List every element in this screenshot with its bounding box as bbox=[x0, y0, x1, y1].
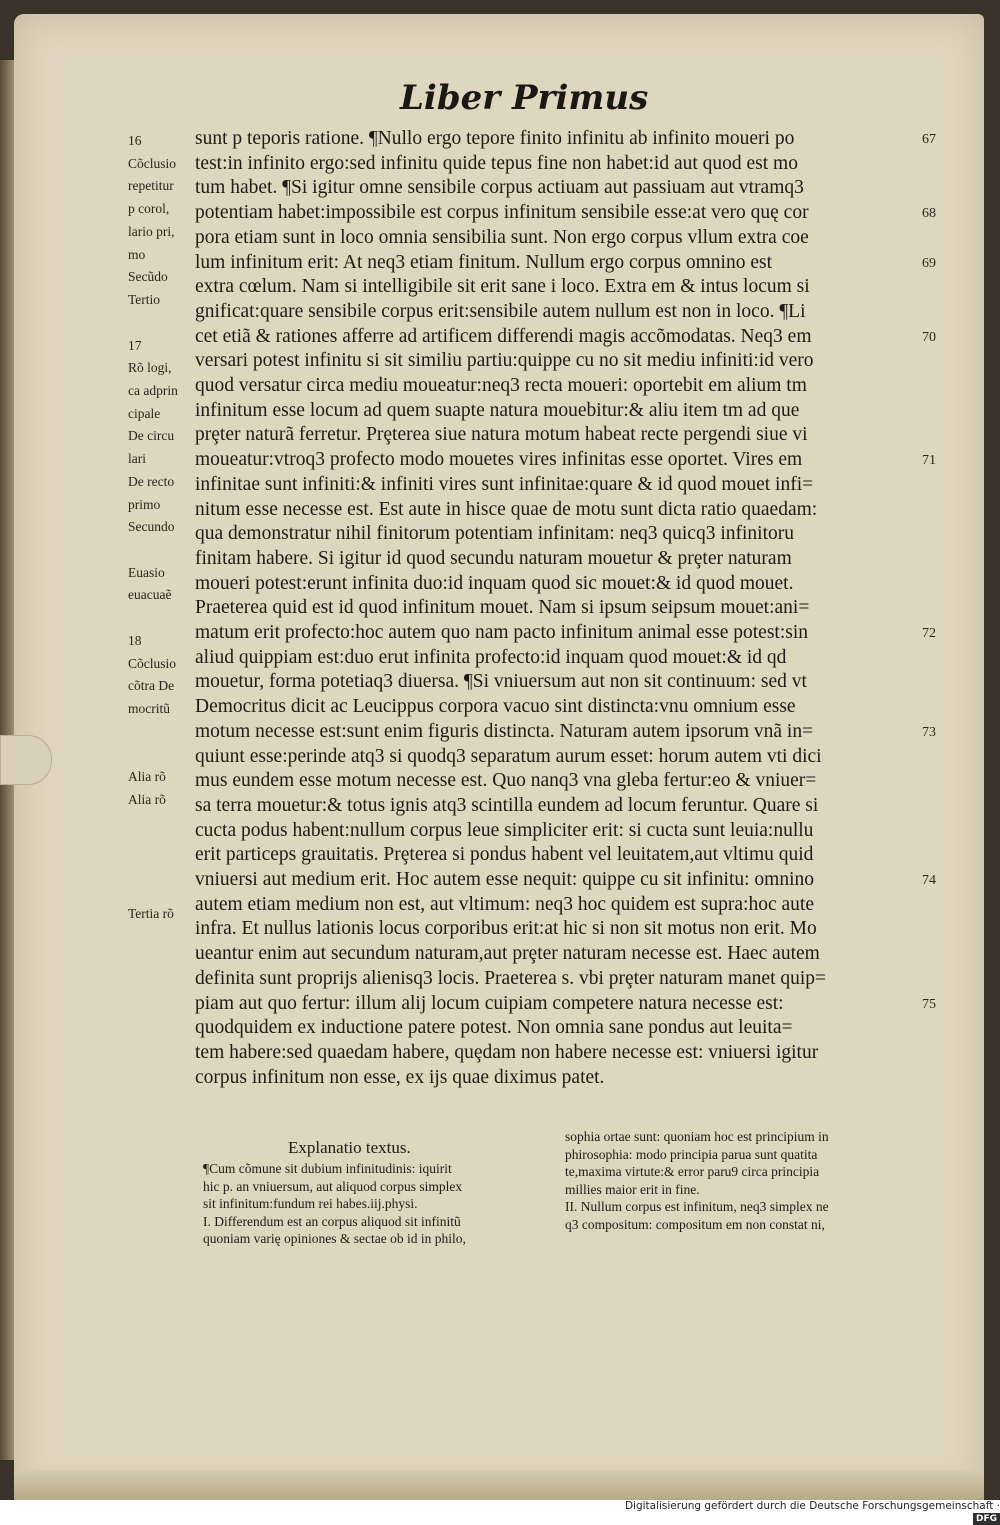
commentary-line: hic p. an vniuersum, aut aliquod corpus simplex bbox=[203, 1178, 463, 1194]
margin-note: cipale bbox=[128, 405, 161, 421]
section-number: 75 bbox=[922, 996, 936, 1012]
text-line: Praeterea quid est id quod infinitum mouet. Nam si ipsum seipsum mouet:ani= bbox=[195, 597, 810, 619]
margin-note: 16 bbox=[128, 133, 142, 148]
text-line: qua demonstratur nihil finitorum potentiam infinitam: neq3 quicq3 infinitoru bbox=[195, 523, 794, 545]
text-line: aliud quippiam est:duo erut infinita profecto:id inquam quod mouet:& id qd bbox=[195, 646, 787, 668]
book-bottom-edge bbox=[14, 1470, 984, 1500]
text-line: piam aut quo fertur: illum alij locum cuipiam competere natura necesse est: bbox=[195, 992, 784, 1014]
margin-note: Secundo bbox=[128, 519, 175, 535]
text-line: finitam habere. Si igitur id quod secundu naturam mouetur & prȩter naturam bbox=[195, 547, 792, 569]
text-line: sunt p teporis ratione. ¶Nullo ergo tepore finito infinitu ab infinito moueri po bbox=[195, 128, 795, 149]
margin-note: Secũdo bbox=[128, 269, 168, 285]
text-line: moueri potest:erunt infinita duo:id inquam quod sic mouet:& id quod mouet. bbox=[195, 572, 794, 594]
commentary-line: te,maxima virtute:& error paru9 circa principia bbox=[565, 1164, 820, 1179]
commentary-line: II. Nullum corpus est infinitum, neq3 simplex ne bbox=[565, 1199, 829, 1214]
text-line: lum infinitum erit: At neq3 etiam finitum. Nullum ergo corpus omnino est bbox=[195, 251, 772, 273]
text-line: quodquidem ex inductione patere potest. Non omnia sane pondus aut leuita= bbox=[195, 1017, 793, 1039]
running-title: Liber Primus bbox=[400, 78, 649, 118]
commentary-line: sit infinitum:fundum rei habes.iij.physi. bbox=[203, 1196, 418, 1211]
section-number: 71 bbox=[922, 453, 936, 469]
text-line: infinitae sunt infiniti:& infiniti vires sunt infinitae:quare & id quod mouet infi= bbox=[195, 473, 814, 495]
margin-note: Tertio bbox=[128, 292, 161, 308]
margin-note: repetitur bbox=[128, 178, 174, 194]
commentary-line: sophia ortae sunt: quoniam hoc est principium in bbox=[565, 1129, 829, 1144]
text-line: vniuersi aut medium erit. Hoc autem esse nequit: quippe cu sit infinitu: omnino bbox=[195, 869, 815, 890]
footer-text: Digitalisierung gefördert durch die Deutsche Forschungsgemeinschaft · bbox=[624, 1500, 1000, 1512]
margin-note: De circu bbox=[128, 428, 175, 444]
dfg-logo: DFG bbox=[973, 1513, 1000, 1525]
text-line: quiunt esse:perinde atq3 si quodq3 separatum aurum esset: horum autem vti dici bbox=[195, 745, 822, 767]
commentary-line: q3 compositum: compositum em non constat ni, bbox=[565, 1216, 825, 1232]
margin-note: ca adprin bbox=[128, 382, 178, 398]
text-line: infra. Et nullus lationis locus corporibus erit:at hic si non sit motus non erit. Mo bbox=[195, 918, 817, 940]
text-line: tum habet. ¶Si igitur omne sensibile corpus actiuam aut passiuam aut vtramq3 bbox=[195, 177, 804, 199]
margin-note: primo bbox=[128, 496, 161, 512]
margin-note: Cõclusio bbox=[128, 655, 177, 671]
digitization-footer bbox=[600, 1500, 1000, 1524]
text-line: test:in infinito ergo:sed infinitu quide tepus fine non habet:id aut quod est mo bbox=[195, 152, 798, 174]
page-clip-tab bbox=[0, 735, 52, 785]
text-line: mouetur, forma potetiaq3 diuersa. ¶Si vniuersum aut non sit continuum: sed vt bbox=[195, 671, 807, 693]
text-line: cucta podus habent:nullum corpus leue simpliciter erit: si cucta sunt leuia:nullu bbox=[195, 819, 814, 841]
margin-note: lari bbox=[128, 451, 146, 467]
commentary-line: I. Differendum est an corpus aliquod sit infinitũ bbox=[203, 1213, 461, 1229]
commentary-line: quoniam varię opiniones & sectae ob id in philo, bbox=[203, 1231, 466, 1246]
text-line: quod versatur circa mediu moueatur:neq3 recta moueri: oportebit em alium tm bbox=[195, 375, 807, 396]
margin-note: Alia rõ bbox=[128, 769, 166, 785]
text-line: corpus infinitum non esse, ex ijs quae diximus patet. bbox=[195, 1066, 605, 1088]
margin-note: 17 bbox=[128, 337, 142, 353]
margin-note: Cõclusio bbox=[128, 155, 177, 171]
text-line: motum necesse est:sunt enim figuris distincta. Naturam autem ipsorum vnã in= bbox=[195, 720, 814, 742]
commentary-line: millies maior erit in fine. bbox=[565, 1181, 700, 1197]
text-line: extra cœlum. Nam si intelligibile sit erit sane i loco. Extra em & intus locum si bbox=[195, 276, 810, 298]
margin-note: Rõ logi, bbox=[128, 360, 172, 376]
section-number: 67 bbox=[922, 132, 936, 147]
margin-note: euacuaẽ bbox=[128, 587, 172, 603]
margin-note: Alia rõ bbox=[128, 791, 166, 807]
margin-note: mo bbox=[128, 246, 146, 262]
commentary-line: ¶Cum cõmune sit dubium infinitudinis: iquirit bbox=[203, 1161, 452, 1176]
text-line: matum erit profecto:hoc autem quo nam pacto infinitum animal esse potest:sin bbox=[195, 622, 809, 643]
section-number: 72 bbox=[922, 626, 936, 641]
text-line: moueatur:vtroq3 profecto modo mouetes vires infinitas esse oportet. Vires em bbox=[195, 449, 803, 471]
text-line: ueantur enim aut secundum naturam,aut prȩter naturam necesse est. Haec autem bbox=[195, 943, 820, 965]
commentary-line: phirosophia: modo principia parua sunt quatita bbox=[565, 1146, 818, 1162]
text-line: potentiam habet:impossibile est corpus infinitum sensibile esse:at vero quę cor bbox=[195, 202, 809, 224]
text-line: gnificat:quare sensibile corpus erit:sensibile autem nullum est non in loco. ¶Li bbox=[195, 300, 806, 322]
text-line: tem habere:sed quaedam habere, quȩdam non habere necesse est: vniuersi igitur bbox=[195, 1041, 819, 1063]
text-line: infinitum esse locum ad quem suapte natura mouebitur:& aliu item tm ad que bbox=[195, 399, 800, 421]
text-line: pora etiam sunt in loco omnia sensibilia sunt. Non ergo corpus vllum extra coe bbox=[195, 226, 809, 248]
section-number: 69 bbox=[922, 255, 936, 271]
commentary-heading: Explanatio textus. bbox=[288, 1138, 411, 1157]
text-line: prȩter naturã ferretur. Prȩterea siue natura motum habeat recte pergendi siue vi bbox=[195, 424, 808, 446]
margin-note: mocritũ bbox=[128, 701, 170, 717]
margin-note: p corol, bbox=[128, 201, 170, 217]
text-line: autem etiam medium non est, aut vltimum: neq3 hoc quidem est supra:hoc aute bbox=[195, 893, 814, 915]
section-number: 74 bbox=[922, 873, 936, 888]
text-line: cet etiã & rationes afferre ad artificem differendi magis accõmodatas. Neq3 em bbox=[195, 325, 812, 347]
text-line: Democritus dicit ac Leucippus corpora vacuo sint distincta:vnu omnium esse bbox=[195, 696, 796, 718]
text-line: mus eundem esse motum necesse est. Quo nanq3 vna gleba fertur:eo & vniuer= bbox=[195, 770, 817, 792]
margin-note: lario pri, bbox=[128, 223, 175, 239]
text-line: nitum esse necesse est. Est aute in hisce quae de motu sunt dicta ratio quaedam: bbox=[195, 498, 818, 520]
margin-note: De recto bbox=[128, 473, 175, 489]
text-line: definita sunt proprijs alienisq3 locis. Praeterea s. vbi prȩter naturam manet quip= bbox=[195, 967, 827, 989]
section-number: 73 bbox=[922, 724, 936, 740]
margin-note: 18 bbox=[128, 632, 142, 648]
text-line: versari potest infinitu si sit similiu partiu:quippe cu no sit mediu infiniti:id vero bbox=[195, 350, 814, 372]
section-number: 68 bbox=[922, 206, 936, 222]
text-line: erit particeps grauitatis. Prȩterea si pondus habent vel leuitatem,aut vltimu quid bbox=[195, 844, 814, 866]
margin-note: Euasio bbox=[128, 564, 165, 580]
text-line: sa terra mouetur:& totus ignis atq3 scintilla eundem ad locum feruntur. Quare si bbox=[195, 794, 819, 816]
margin-note: Tertia rõ bbox=[128, 905, 174, 921]
margin-note: cõtra De bbox=[128, 678, 175, 694]
section-number: 70 bbox=[922, 329, 936, 345]
